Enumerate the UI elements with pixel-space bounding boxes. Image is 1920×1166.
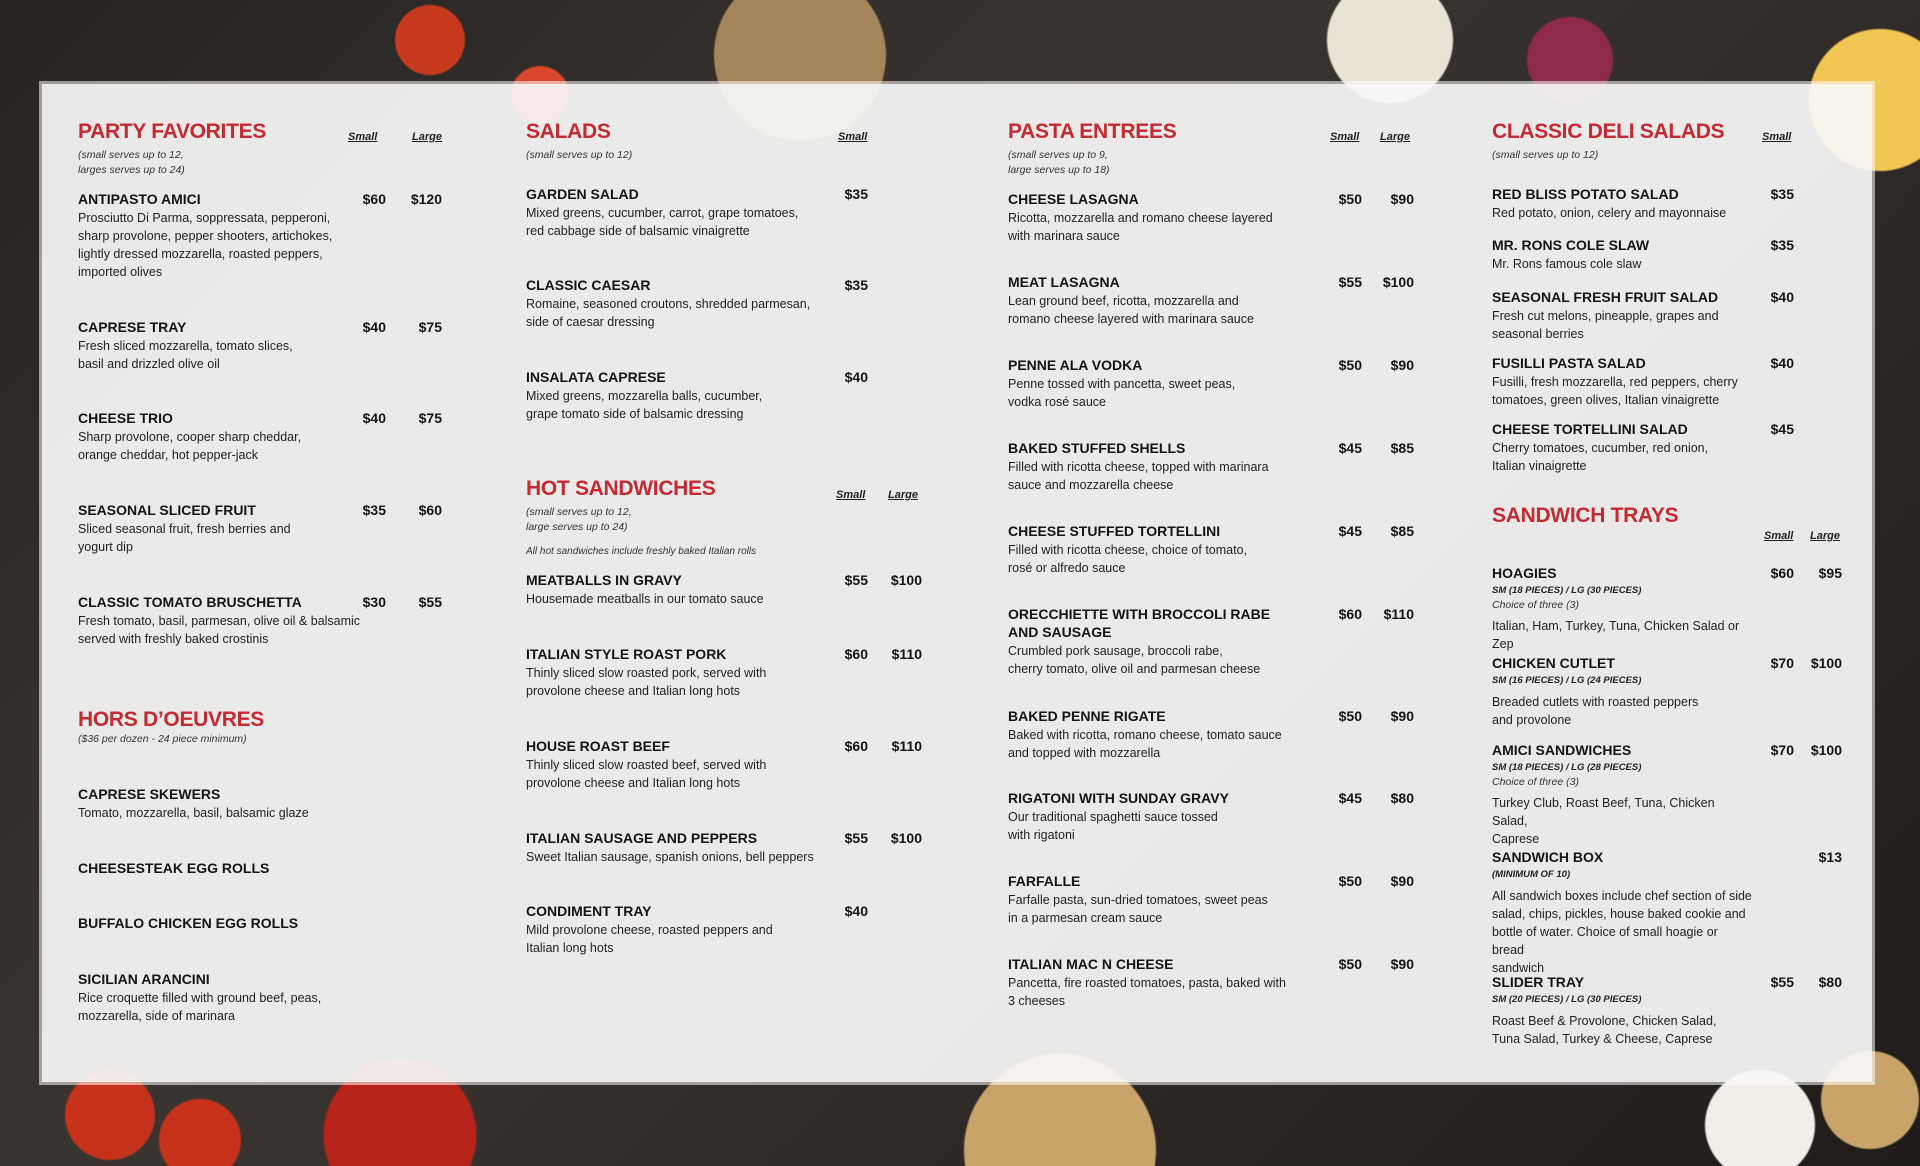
section-title-hors-doeuvres: HORS D’OEUVRES xyxy=(78,708,264,731)
price-small: $40 xyxy=(1770,355,1794,371)
price-small: $60 xyxy=(844,646,868,662)
menu-item xyxy=(1008,190,1273,245)
item-desc: Prosciutto Di Parma, soppressata, pepperoni, sharp provolone, pepper shooters, artichokes, lightly dressed mozzarella, roasted peppers, imported olives xyxy=(78,211,333,279)
section-note: ($36 per dozen - 24 piece minimum) xyxy=(78,733,247,745)
price-small: $60 xyxy=(844,738,868,754)
menu-item xyxy=(1008,605,1270,678)
col-head-small: Small xyxy=(838,131,868,143)
price-small: $70 xyxy=(1770,742,1794,758)
menu-item xyxy=(78,501,291,556)
item-desc: Sharp provolone, cooper sharp cheddar, orange cheddar, hot pepper-jack xyxy=(78,430,302,462)
item-name: CLASSIC TOMATO BRUSCHETTA xyxy=(78,594,302,610)
section-title-hot-sandwiches: HOT SANDWICHES xyxy=(526,477,716,500)
price-large: $90 xyxy=(1390,873,1414,889)
price-large: $80 xyxy=(1818,974,1842,990)
item-desc: Fusilli, fresh mozzarella, red peppers, cherry tomatoes, green olives, Italian vinaigrette xyxy=(1492,375,1738,407)
menu-item xyxy=(1492,848,1752,977)
price-small: $60 xyxy=(1770,565,1794,581)
item-desc: Roast Beef & Provolone, Chicken Salad, Tuna Salad, Turkey & Cheese, Caprese xyxy=(1492,1014,1717,1046)
menu-item xyxy=(1008,789,1229,844)
menu-item xyxy=(1492,420,1708,475)
price-small: $45 xyxy=(1338,790,1362,806)
menu-item xyxy=(1008,273,1254,328)
item-desc: Our traditional spaghetti sauce tossed with rigatoni xyxy=(1008,810,1218,842)
item-name: SICILIAN ARANCINI xyxy=(78,971,210,987)
item-desc: Housemade meatballs in our tomato sauce xyxy=(526,592,764,606)
item-name: CAPRESE TRAY xyxy=(78,319,187,335)
menu-item xyxy=(1492,185,1726,222)
price-small: $45 xyxy=(1770,421,1794,437)
price-large: $90 xyxy=(1390,708,1414,724)
item-name: FARFALLE xyxy=(1008,873,1081,889)
price-large: $80 xyxy=(1390,790,1414,806)
item-desc: Mild provolone cheese, roasted peppers and Italian long hots xyxy=(526,923,773,955)
item-choice: Choice of three (3) xyxy=(1492,599,1579,611)
price-small: $35 xyxy=(844,277,868,293)
item-desc: Italian, Ham, Turkey, Tuna, Chicken Salad or Zep xyxy=(1492,619,1740,651)
item-name: AMICI SANDWICHES xyxy=(1492,742,1632,758)
menu-item xyxy=(78,318,293,373)
item-name: ORECCHIETTE WITH BROCCOLI RABE AND SAUSAGE xyxy=(1008,606,1271,640)
item-name: INSALATA CAPRESE xyxy=(526,369,666,385)
item-name: HOUSE ROAST BEEF xyxy=(526,738,670,754)
price-small: $50 xyxy=(1338,357,1362,373)
price-small: $50 xyxy=(1338,956,1362,972)
item-name: CHEESE TORTELLINI SALAD xyxy=(1492,421,1688,437)
item-name: MEATBALLS IN GRAVY xyxy=(526,572,682,588)
price-small: $50 xyxy=(1338,708,1362,724)
price-large: $110 xyxy=(891,646,922,662)
item-name: ITALIAN STYLE ROAST PORK xyxy=(526,646,727,662)
menu-item xyxy=(1492,236,1649,273)
price-small: $50 xyxy=(1338,191,1362,207)
section-note-rolls: All hot sandwiches include freshly baked Italian rolls xyxy=(526,546,757,557)
item-desc: Rice croquette filled with ground beef, peas, mozzarella, side of marinara xyxy=(78,991,322,1023)
menu-item xyxy=(78,409,301,464)
menu-item xyxy=(78,859,269,877)
item-name: CAPRESE SKEWERS xyxy=(78,786,221,802)
item-desc: Penne tossed with pancetta, sweet peas, vodka rosé sauce xyxy=(1008,377,1236,409)
price-large: $55 xyxy=(418,594,442,610)
item-desc: All sandwich boxes include chef section of side salad, chips, pickles, house baked cookie and bottle of water. Choice of small hoagie or bread sandwich xyxy=(1492,889,1752,975)
price-large: $100 xyxy=(1810,655,1842,671)
item-portion: SM (20 PIECES) / LG (30 PIECES) xyxy=(1492,994,1642,1005)
item-name: ITALIAN MAC N CHEESE xyxy=(1008,956,1174,972)
item-portion: SM (18 PIECES) / LG (28 PIECES) xyxy=(1492,762,1642,773)
item-portion: SM (16 PIECES) / LG (24 PIECES) xyxy=(1492,675,1642,686)
item-desc: Filled with ricotta cheese, choice of tomato, rosé or alfredo sauce xyxy=(1008,543,1248,575)
item-desc: Baked with ricotta, romano cheese, tomato sauce and topped with mozzarella xyxy=(1008,728,1282,760)
item-name: CLASSIC CAESAR xyxy=(526,277,651,293)
price-large: $75 xyxy=(418,319,442,335)
menu-item xyxy=(78,914,298,932)
price-large: $100 xyxy=(1382,274,1414,290)
item-desc: Tomato, mozzarella, basil, balsamic glaze xyxy=(78,806,309,820)
menu-item xyxy=(1492,741,1752,848)
item-choice: Choice of three (3) xyxy=(1492,776,1579,788)
item-name: CHEESE STUFFED TORTELLINI xyxy=(1008,523,1221,539)
item-desc: Fresh tomato, basil, parmesan, olive oil & balsamic served with freshly baked crostinis xyxy=(78,614,361,646)
item-desc: Red potato, onion, celery and mayonnaise xyxy=(1492,206,1727,220)
price-large: $60 xyxy=(418,502,442,518)
item-name: MEAT LASAGNA xyxy=(1008,274,1120,290)
item-name: SEASONAL SLICED FRUIT xyxy=(78,502,256,518)
section-note: (small serves up to 12) xyxy=(526,149,633,161)
price-small: $55 xyxy=(1338,274,1362,290)
price-small: $35 xyxy=(1770,237,1794,253)
col-head-small: Small xyxy=(348,131,378,143)
item-name: HOAGIES xyxy=(1492,565,1557,581)
section-title-salads: SALADS xyxy=(526,120,611,143)
item-desc: Fresh sliced mozzarella, tomato slices, basil and drizzled olive oil xyxy=(78,339,293,371)
item-desc: Ricotta, mozzarella and romano cheese layered with marinara sauce xyxy=(1008,211,1273,243)
menu-item xyxy=(526,902,773,957)
col-head-large: Large xyxy=(1810,530,1840,542)
menu-item xyxy=(526,185,798,240)
item-name: RED BLISS POTATO SALAD xyxy=(1492,186,1679,202)
item-name: PENNE ALA VODKA xyxy=(1008,357,1143,373)
price-large: $110 xyxy=(891,738,922,754)
menu-item xyxy=(78,785,309,822)
menu-item xyxy=(78,190,332,281)
menu-item xyxy=(1492,654,1752,729)
price-small: $45 xyxy=(1338,440,1362,456)
item-desc: Sliced seasonal fruit, fresh berries and yogurt dip xyxy=(78,522,291,554)
price-small: $40 xyxy=(362,410,386,426)
menu-item xyxy=(1008,522,1247,577)
menu-item xyxy=(1008,356,1235,411)
item-name: CHICKEN CUTLET xyxy=(1492,655,1615,671)
item-portion: SM (18 PIECES) / LG (30 PIECES) xyxy=(1492,585,1642,596)
section-note: (small serves up to 12, large serves up to 24) xyxy=(526,506,632,533)
price-small: $35 xyxy=(844,186,868,202)
item-desc: Thinly sliced slow roasted beef, served with provolone cheese and Italian long hots xyxy=(526,758,767,790)
item-name: SLIDER TRAY xyxy=(1492,974,1585,990)
price-small: $70 xyxy=(1770,655,1794,671)
item-name: CHEESE LASAGNA xyxy=(1008,191,1139,207)
item-desc: Cherry tomatoes, cucumber, red onion, Italian vinaigrette xyxy=(1492,441,1709,473)
item-name: SANDWICH BOX xyxy=(1492,849,1604,865)
menu-item xyxy=(526,829,814,866)
price-small: $55 xyxy=(1770,974,1794,990)
price-small: $55 xyxy=(844,830,868,846)
price-small: $35 xyxy=(1770,186,1794,202)
item-name: RIGATONI WITH SUNDAY GRAVY xyxy=(1008,790,1229,806)
col-head-small: Small xyxy=(1762,131,1792,143)
price-small: $60 xyxy=(362,191,386,207)
item-desc: Sweet Italian sausage, spanish onions, bell peppers xyxy=(526,850,814,864)
menu-item xyxy=(1008,872,1268,927)
item-name: ANTIPASTO AMICI xyxy=(78,191,201,207)
item-desc: Thinly sliced slow roasted pork, served with provolone cheese and Italian long hots xyxy=(526,666,767,698)
item-name: FUSILLI PASTA SALAD xyxy=(1492,355,1646,371)
menu-item xyxy=(1492,354,1738,409)
price-large: $85 xyxy=(1390,440,1414,456)
menu-item xyxy=(526,571,764,608)
section-title-sandwich-trays: SANDWICH TRAYS xyxy=(1492,504,1679,527)
price-small: $40 xyxy=(1770,289,1794,305)
price-large: $90 xyxy=(1390,357,1414,373)
price-small: $40 xyxy=(362,319,386,335)
price-large: $110 xyxy=(1383,606,1414,622)
col-head-large: Large xyxy=(412,131,442,143)
item-name: CHEESESTEAK EGG ROLLS xyxy=(78,860,270,876)
price-large: $75 xyxy=(418,410,442,426)
price-small: $35 xyxy=(362,502,386,518)
price-large: $90 xyxy=(1390,191,1414,207)
item-desc: Mr. Rons famous cole slaw xyxy=(1492,257,1642,271)
item-portion: (MINIMUM OF 10) xyxy=(1492,869,1571,880)
item-name: SEASONAL FRESH FRUIT SALAD xyxy=(1492,289,1719,305)
item-desc: Farfalle pasta, sun-dried tomatoes, sweet peas in a parmesan cream sauce xyxy=(1008,893,1268,925)
col-head-small: Small xyxy=(1330,131,1360,143)
price-small: $60 xyxy=(1338,606,1362,622)
col-head-large: Large xyxy=(888,489,918,501)
menu-item xyxy=(78,593,360,648)
item-name: BAKED PENNE RIGATE xyxy=(1008,708,1166,724)
menu-item xyxy=(1492,973,1752,1048)
item-name: BAKED STUFFED SHELLS xyxy=(1008,440,1186,456)
item-desc: Turkey Club, Roast Beef, Tuna, Chicken Salad, Caprese xyxy=(1492,796,1715,846)
price-small: $45 xyxy=(1338,523,1362,539)
price-large: $100 xyxy=(1810,742,1842,758)
item-desc: Breaded cutlets with roasted peppers and provolone xyxy=(1492,695,1699,727)
menu-item xyxy=(526,276,810,331)
menu-item xyxy=(1492,288,1719,343)
col-head-small: Small xyxy=(836,489,866,501)
price-large: $90 xyxy=(1390,956,1414,972)
price-small: $40 xyxy=(844,903,868,919)
price-large: $120 xyxy=(410,191,442,207)
col-head-large: Large xyxy=(1380,131,1410,143)
item-desc: Mixed greens, cucumber, carrot, grape tomatoes, red cabbage side of balsamic vinaigrette xyxy=(526,206,799,238)
item-name: MR. RONS COLE SLAW xyxy=(1492,237,1650,253)
price-large: $13 xyxy=(1818,849,1842,865)
menu-item xyxy=(526,645,766,700)
item-name: ITALIAN SAUSAGE AND PEPPERS xyxy=(526,830,758,846)
section-title-pasta-entrees: PASTA ENTREES xyxy=(1008,120,1177,143)
menu-item xyxy=(526,737,766,792)
item-desc: Romaine, seasoned croutons, shredded parmesan, side of caesar dressing xyxy=(526,297,811,329)
item-name: BUFFALO CHICKEN EGG ROLLS xyxy=(78,915,299,931)
menu-item xyxy=(526,368,762,423)
menu-item xyxy=(1008,707,1282,762)
section-note: (small serves up to 9, large serves up to 18) xyxy=(1008,149,1110,176)
item-desc: Mixed greens, mozzarella balls, cucumber, grape tomato side of balsamic dressing xyxy=(526,389,763,421)
item-name: CHEESE TRIO xyxy=(78,410,173,426)
menu-panel xyxy=(42,84,1872,1082)
menu-item xyxy=(78,970,321,1025)
item-name: CONDIMENT TRAY xyxy=(526,903,652,919)
price-large: $95 xyxy=(1818,565,1842,581)
item-desc: Fresh cut melons, pineapple, grapes and seasonal berries xyxy=(1492,309,1719,341)
price-small: $50 xyxy=(1338,873,1362,889)
menu-item xyxy=(1008,439,1269,494)
item-desc: Filled with ricotta cheese, topped with marinara sauce and mozzarella cheese xyxy=(1008,460,1269,492)
col-head-small: Small xyxy=(1764,530,1794,542)
menu-item xyxy=(1492,564,1752,653)
price-large: $100 xyxy=(890,572,922,588)
price-small: $55 xyxy=(844,572,868,588)
item-desc: Lean ground beef, ricotta, mozzarella and romano cheese layered with marinara sauce xyxy=(1008,294,1254,326)
price-large: $100 xyxy=(890,830,922,846)
price-small: $40 xyxy=(844,369,868,385)
section-note: (small serves up to 12, larges serves up to 24) xyxy=(78,149,185,176)
section-title-classic-deli-salads: CLASSIC DELI SALADS xyxy=(1492,120,1725,143)
price-large: $85 xyxy=(1390,523,1414,539)
section-note: (small serves up to 12) xyxy=(1492,149,1599,161)
item-desc: Pancetta, fire roasted tomatoes, pasta, baked with 3 cheeses xyxy=(1008,976,1286,1008)
section-title-party-favorites: PARTY FAVORITES xyxy=(78,120,267,143)
menu-item xyxy=(1008,955,1286,1010)
price-small: $30 xyxy=(362,594,386,610)
item-name: GARDEN SALAD xyxy=(526,186,639,202)
item-desc: Crumbled pork sausage, broccoli rabe, cherry tomato, olive oil and parmesan cheese xyxy=(1008,644,1261,676)
